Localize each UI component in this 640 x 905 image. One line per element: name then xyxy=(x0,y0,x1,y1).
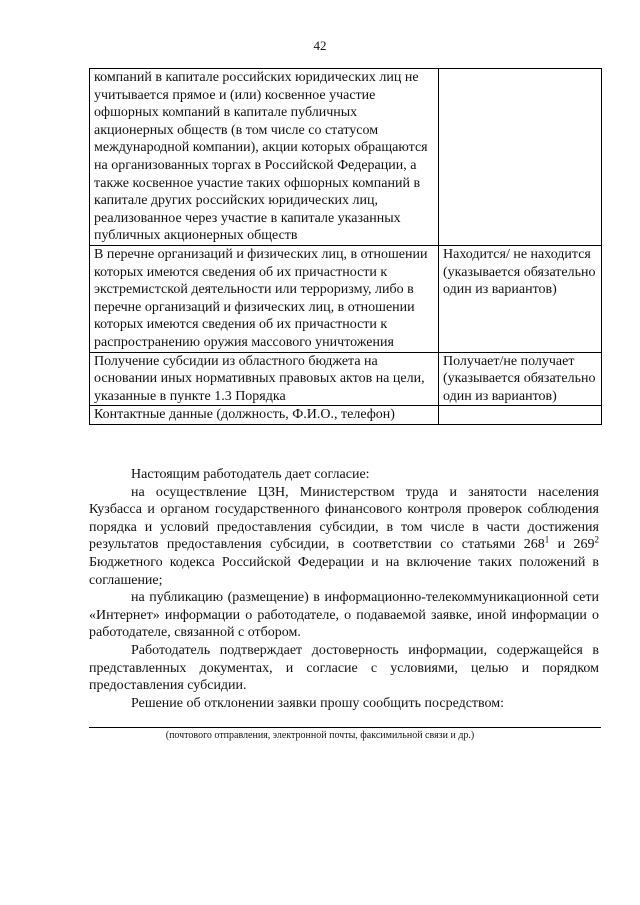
consent-intro: Настоящим работодатель дает согласие: xyxy=(131,467,370,482)
table-row xyxy=(90,69,602,246)
table-cell-label: Контактные данные (должность, Ф.И.О., телефон) xyxy=(90,406,439,425)
rejection-notice-paragraph: Решение об отклонении заявки прошу сообщить посредством: xyxy=(131,695,505,711)
page-number: 42 xyxy=(313,38,327,53)
fill-in-line[interactable] xyxy=(89,727,601,728)
table-cell-value: Получает/не получает (указывается обязательно один из вариантов) xyxy=(439,352,602,406)
table-cell-label: компаний в капитале российских юридических лиц не учитывается прямое и (или) косвенное участие офшорных компаний в капитале публичных акционерных обществ (в том числе со статусом международной компании), акции которых обращаются на организованных торгах в Российской Федерации, а также косвенное участие таких офшорных компаний в капитале других российских юридических лиц, реализованное через участие в капитале указанных публичных акционерных обществ xyxy=(90,69,439,246)
table-cell-value xyxy=(439,406,602,425)
fill-in-caption: (почтового отправления, электронной почты, факсимильной связи и др.) xyxy=(165,730,475,741)
consent-publication-paragraph: на публикацию (размещение) в информационно-телекоммуникационной сети «Интернет» информации о работодателе, о подаваемой заявке, иной информации о работодателе, связанной с отбором. xyxy=(89,590,599,641)
consent-inspection-paragraph: на осуществление ЦЗН, Министерством труда и занятости населения Кузбасса и органом государственного финансового контроля проверок соблюдения порядка и условий предоставления субсидии, в том числе в части достижения результатов предоставления субсидии, в соответствии со статьями $268^1$ и $269^2$ Бюджетного кодекса Российской Федерации и на включение таких положений в соглашение; xyxy=(89,484,599,588)
table-cell-value: Находится/ не находится (указывается обязательно один из вариантов) xyxy=(439,245,602,352)
table-row xyxy=(90,352,602,406)
footnote-ref: 2 xyxy=(594,534,599,545)
table-cell-label: В перечне организаций и физических лиц, в отношении которых имеются сведения об их причастности к экстремистской деятельности или терроризму, либо в перечне организаций и физических лиц, в отношении которых имеются сведения об их причастности к распространению оружия массового уничтожения xyxy=(90,245,439,352)
consent-text xyxy=(89,466,599,712)
footnote-ref: 1 xyxy=(544,534,550,545)
table-row xyxy=(90,406,602,425)
confirmation-paragraph: Работодатель подтверждает достоверность информации, содержащейся в представленных документах, и согласие с условиями, целью и порядком предоставления субсидии. xyxy=(89,642,599,694)
application-table xyxy=(89,68,602,425)
table-cell-value xyxy=(439,69,602,246)
table-row xyxy=(90,245,602,352)
table-cell-label: Получение субсидии из областного бюджета на основании иных нормативных правовых актов на цели, указанные в пункте 1.3 Порядка xyxy=(90,352,439,406)
